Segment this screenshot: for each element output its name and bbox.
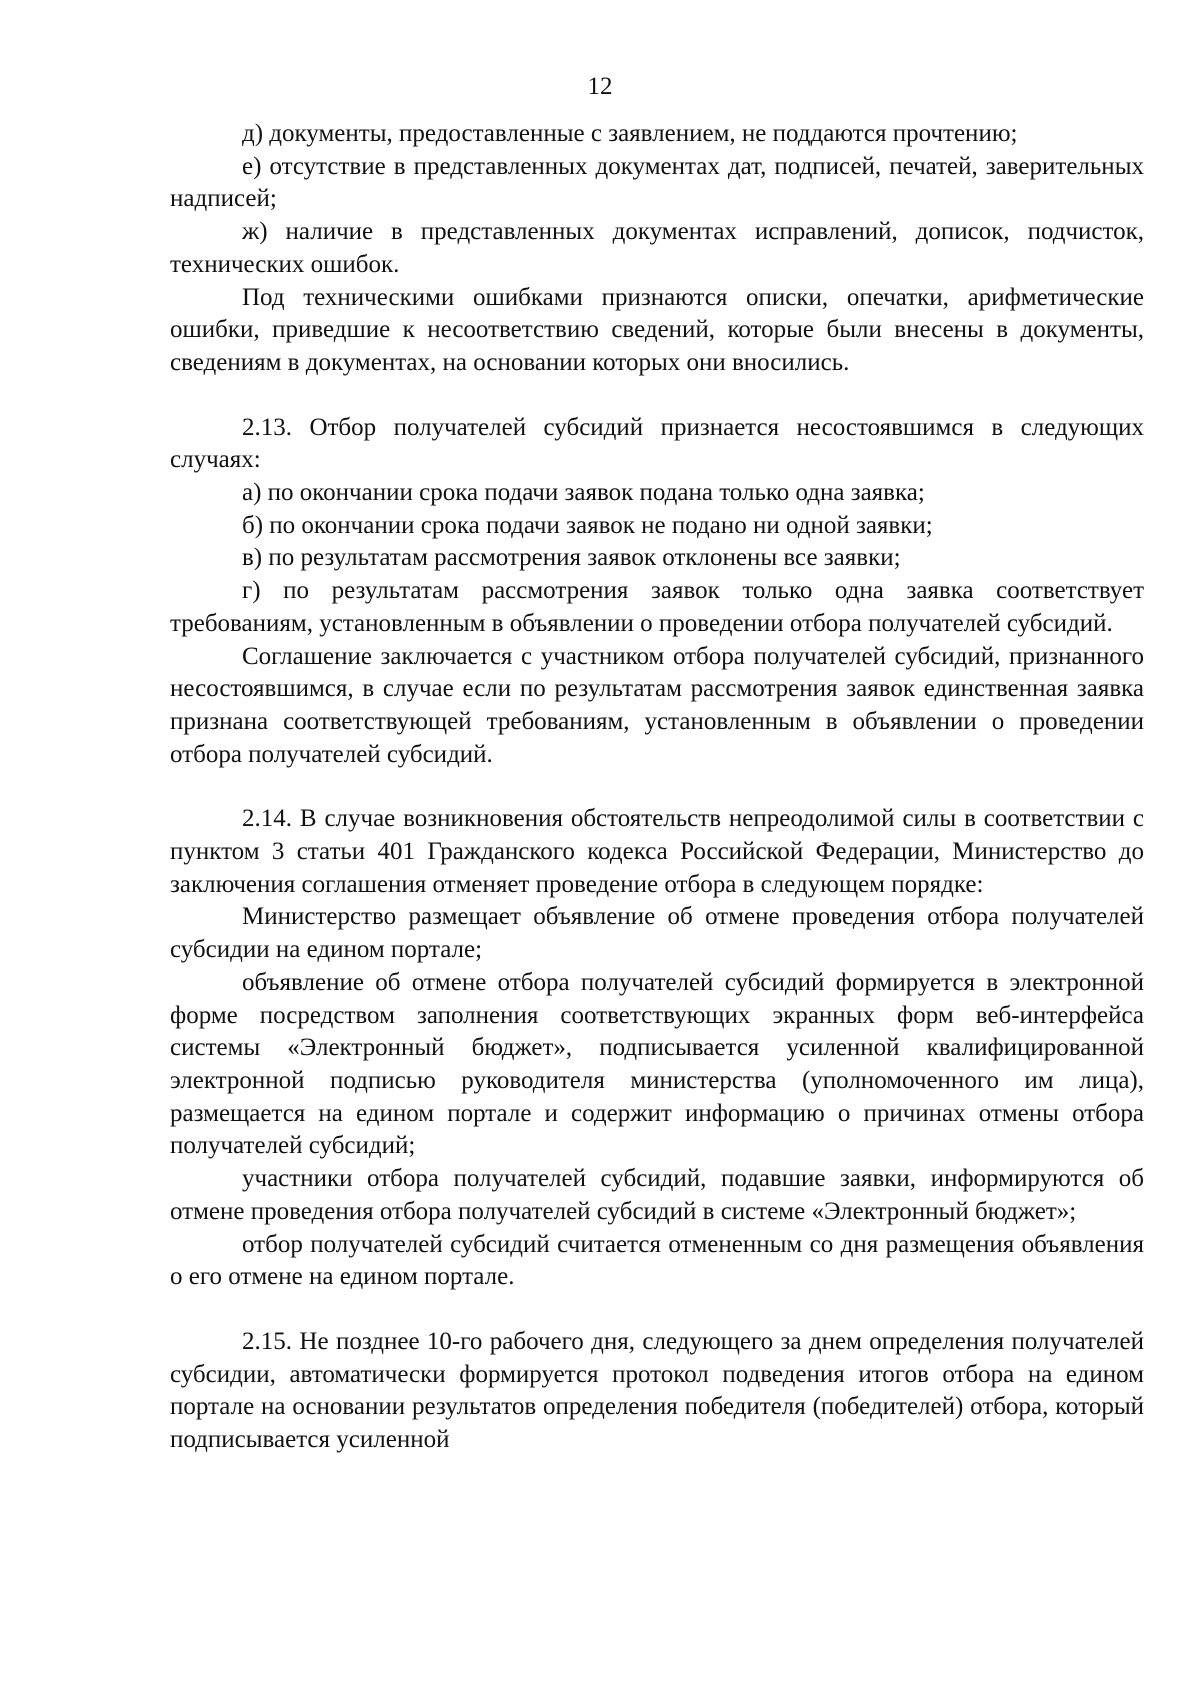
paragraph-item-d: д) документы, предоставленные с заявлением, не поддаются прочтению; bbox=[242, 120, 1018, 147]
paragraph-item-e: е) отсутствие в представленных документах дат, подписей, печатей, заверительных надписей; bbox=[170, 152, 1144, 213]
paragraph-2-13: 2.13. Отбор получателей субсидий признается несостоявшимся в следующих случаях: bbox=[170, 413, 1144, 474]
paragraph-participants-informed: участники отбора получателей субсидий, подавшие заявки, информируются об отмене проведения отбора получателей субсидий в системе «Электронный бюджет»; bbox=[170, 1165, 1144, 1225]
paragraph-item-b: б) по окончании срока подачи заявок не подано ни одной заявки; bbox=[242, 511, 933, 539]
paragraph-item-a: а) по окончании срока подачи заявок подана только одна заявка; bbox=[242, 479, 925, 507]
paragraph-item-g: г) по результатам рассмотрения заявок только одна заявка соответствует требованиям, установленным в объявлении о проведении отбора получателей субсидий. bbox=[170, 577, 1144, 637]
paragraph-2-15: 2.15. Не позднее 10-го рабочего дня, следующего за днем определения получателей субсидии, автоматически формируется протокол подведения итогов отбора на едином портале на основании результатов определения победителя (победителей) отбора, который подписывается усиленной bbox=[170, 1327, 1144, 1454]
paragraph-item-zh: ж) наличие в представленных документах исправлений, дописок, подчисток, технических ошибок. bbox=[170, 218, 1144, 278]
paragraph-cancellation-form: объявление об отмене отбора получателей субсидий формируется в электронной форме посредством заполнения соответствующих экранных форм веб-интерфейса системы «Электронный бюджет», подписывается усиленной квалифицированной электронной подписью руководителя министерства (уполномоченного им лица), размещается на едином портале и содержит информацию о причинах отмены отбора получателей субсидий; bbox=[170, 968, 1144, 1160]
document-body bbox=[170, 118, 1144, 1457]
paragraph-ministry-announcement: Министерство размещает объявление об отмене проведения отбора получателей субсидии на едином портале; bbox=[170, 903, 1144, 964]
page-number: 12 bbox=[587, 73, 613, 100]
paragraph-technical-errors: Под техническими ошибками признаются описки, опечатки, арифметические ошибки, приведшие к несоответствию сведений, которые были внесены в документы, сведениям в документах, на основании которых они вносились. bbox=[170, 283, 1144, 376]
paragraph-2-14: 2.14. В случае возникновения обстоятельств непреодолимой силы в соответствии с пунктом 3 статьи 401 Гражданского кодекса Российской Федерации, Министерство до заключения соглашения отменяет проведение отбора в следующем порядке: bbox=[170, 805, 1144, 898]
paragraph-cancellation-date: отбор получателей субсидий считается отмененным со дня размещения объявления о его отмене на едином портале. bbox=[170, 1230, 1144, 1291]
paragraph-agreement: Соглашение заключается с участником отбора получателей субсидий, признанного несостоявшимся, в случае если по результатам рассмотрения заявок единственная заявка признана соответствующей требованиям, установленным в объявлении о проведении отбора получателей субсидий. bbox=[170, 642, 1144, 768]
section-spacer bbox=[170, 1294, 1144, 1326]
paragraph-item-v: в) по результатам рассмотрения заявок отклонены все заявки; bbox=[242, 544, 901, 572]
section-spacer bbox=[170, 771, 1144, 803]
section-spacer bbox=[170, 380, 1144, 412]
